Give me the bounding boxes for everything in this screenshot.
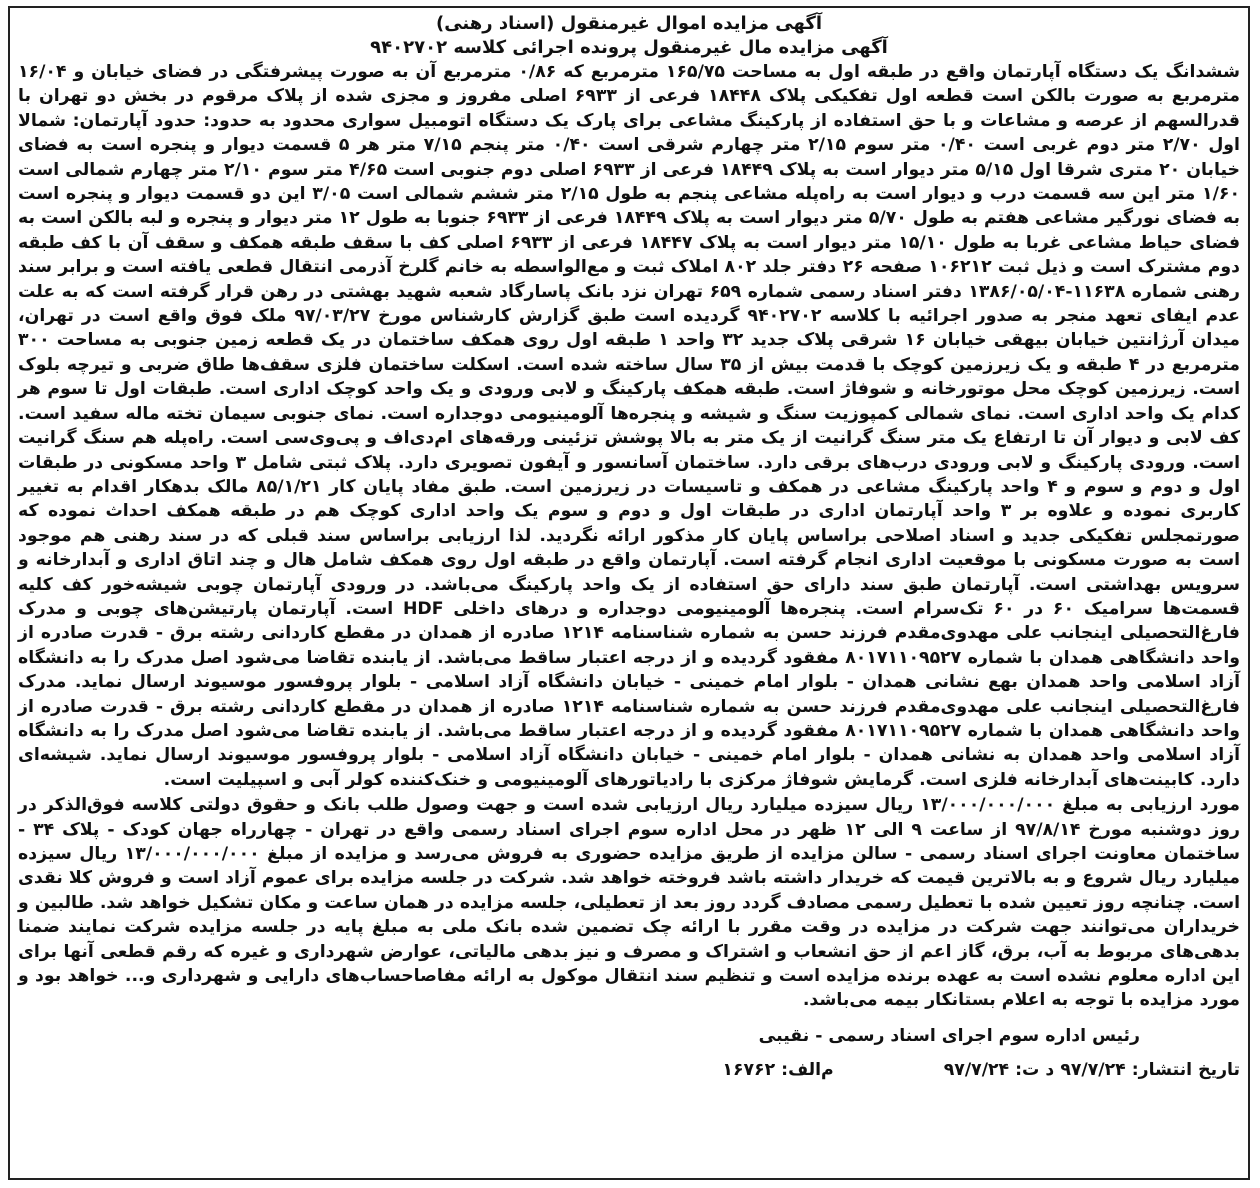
notice-frame [8,6,1250,1180]
reference-number: م‌الف: ۱۶۷۶۲ [722,1059,834,1080]
auction-terms-paragraph: مورد ارزیابی به مبلغ ۱۳/۰۰۰/۰۰۰/۰۰۰ ریال سیزده میلیارد ریال ارزیابی شده است و جهت وصول طلب بانک و حقوق دولتی کلاسه فوق‌الذکر در روز دوشنبه مورخ ۹۷/۸/۱۴ از ساعت ۹ الی ۱۲ ظهر در محل اداره سوم اجرای اسناد رسمی واقع در تهران - چهارراه جهان کودک - پلاک ۳۴ - ساختمان معاونت اجرای اسناد رسمی - سالن مزایده از طریق مزایده حضوری به فروش می‌رسد و مزایده از مبلغ ۱۳/۰۰۰/۰۰۰/۰۰۰ ریال سیزده میلیارد ریال شروع و به بالاترین قیمت که خریدار داشته باشد فروخته خواهد شد. شرکت در جلسه مزایده برای عموم آزاد است و فروش کلا نقدی است. چنانچه روز تعیین شده با تعطیل رسمی مصادف گردد روز بعد از تعطیلی، جلسه مزایده در همان ساعت و مکان تشکیل خواهد شد. طالبین و خریداران می‌توانند جهت شرکت در مزایده در وقت مقرر با ارائه چک تضمین شده بانک ملی به مبلغ پایه در جلسه مزایده شرکت نمایند ضمنا بدهی‌های مربوط به آب، برق، گاز اعم از حق انشعاب و اشتراک و مصرف و نیز بدهی مالیاتی، عوارض شهرداری و غیره که رقم قطعی آنها برای این اداره معلوم نشده است به عهده برنده مزایده است و تنظیم سند انتقال موکول به ارائه مفاصاحساب‌های دارایی و شهرداری و... خواهد بود و مورد مزایده با توجه به اعلام بستانکار بیمه می‌باشد. [18,795,1240,1011]
signature-line: رئیس اداره سوم اجرای اسناد رسمی - نقیبی [758,1025,1140,1046]
notice-footer [18,1057,1240,1083]
notice-subtitle: آگهی مزایده مال غیرمنقول پرونده اجرائی کلاسه ۹۴۰۲۷۰۲ [370,37,888,58]
notice-title: آگهی مزایده اموال غیرمنقول (اسناد رهنی) [435,13,822,34]
property-description-paragraph: ششدانگ یک دستگاه آپارتمان واقع در طبقه اول به مساحت ۱۶۵/۷۵ مترمربع که ۰/۸۶ مترمربع آن به صورت پیشرفتگی در فضای خیابان و ۱۶/۰۴ مترمربع به صورت بالکن است قطعه اول تفکیکی پلاک ۱۸۴۴۸ فرعی از ۶۹۳۳ اصلی مفروز و مجزی شده از پلاک مرقوم در بخش دو تهران با قدرالسهم از عرصه و مشاعات و با حق استفاده از پارکینگ مشاعی برای پارک یک دستگاه اتومبیل سواری محدود به حدود: حدود آپارتمان: شمالا اول ۲/۷۰ متر دوم غربی است ۰/۴۰ متر سوم ۲/۱۵ متر چهارم شرقی است ۰/۴۰ متر پنجم ۷/۱۵ متر هر ۵ قسمت دیوار و پنجره است به فضای خیابان ۲۰ متری شرقا اول ۵/۱۵ متر دیوار است به پلاک ۱۸۴۴۹ فرعی از ۶۹۳۳ اصلی دوم جنوبی است ۴/۶۵ متر سوم ۲/۱۰ متر چهارم شمالی است ۱/۶۰ متر این سه قسمت درب و دیوار است به راه‌پله مشاعی پنجم به طول ۲/۱۵ متر ششم شمالی است ۳/۰۵ این دو قسمت دیوار و پنجره است به فضای نورگیر مشاعی هفتم به طول ۵/۷۰ متر دیوار است به پلاک ۱۸۴۴۹ فرعی از ۶۹۳۳ جنوبا به طول ۱۲ متر دیوار و پنجره و لبه بالکن است به فضای حیاط مشاعی غربا به طول ۱۵/۱۰ متر دیوار است به پلاک ۱۸۴۴۷ فرعی از ۶۹۳۳ اصلی کف با سقف طبقه همکف و سقف آن با کف طبقه دوم مشترک است و ذیل ثبت ۱۰۶۲۱۲ صفحه ۲۶ دفتر جلد ۸۰۲ املاک ثبت و مع‌الواسطه به خانم گلرخ آذرمی انتقال قطعی یافته است و برابر سند رهنی شماره ۱۱۶۳۸-۱۳۸۶/۰۵/۰۴ دفتر اسناد رسمی شماره ۶۵۹ تهران نزد بانک پاسارگاد شعبه شهید بهشتی در رهن قرار گرفته است که به علت عدم ایفای تعهد منجر به صدور اجرائیه با کلاسه ۹۴۰۲۷۰۲ گردیده است طبق گزارش کارشناس مورخ ۹۷/۰۳/۲۷ ملک فوق واقع است در تهران، میدان آرژانتین خیابان بیهقی خیابان ۱۶ شرقی پلاک جدید ۳۲ واحد ۱ طبقه اول روی همکف ساختمان در یک قطعه زمین جنوبی به مساحت ۳۰۰ مترمربع در ۴ طبقه و یک زیرزمین کوچک با قدمت بیش از ۳۵ سال ساخته شده است. اسکلت ساختمان فلزی سقف‌ها طاق ضربی و تیرچه بلوک است. زیرزمین کوچک محل موتورخانه و شوفاژ است. طبقه همکف پارکینگ و لابی ورودی و یک واحد کوچک اداری است. طبقات اول تا سوم هر کدام یک واحد اداری است. نمای شمالی کمپوزیت سنگ و شیشه و پنجره‌ها آلومینیومی دوجداره است. نمای جنوبی سیمان تخته ماله سفید است. کف لابی و دیوار آن تا ارتفاع یک متر سنگ گرانیت از یک متر به بالا پوشش تزئینی ورقه‌های ام‌دی‌اف و پی‌وی‌سی است. راه‌پله هم سنگ گرانیت است. ورودی پارکینگ و لابی ورودی درب‌های برقی دارد. ساختمان آسانسور و آیفون تصویری دارد. پلاک ثبتی شامل ۳ واحد مسکونی در طبقات اول و دوم و سوم و ۴ واحد پارکینگ مشاعی در همکف و تاسیسات در زیرزمین است. طبق مفاد پایان کار ۸۵/۱/۲۱ مالک بدهکار اقدام به تغییر کاربری نموده و علاوه بر ۳ واحد آپارتمان اداری در طبقات اول و دوم و سوم یک واحد اداری کوچک هم در طبقه همکف احداث نموده که صورتمجلس تفکیکی جدید و اسناد اصلاحی براساس پایان کار مذکور ارائه نگردید. لذا ارزیابی براساس سند قبلی که در سند رهنی هم موجود است به صورت مسکونی با موقعیت اداری انجام گرفته است. آپارتمان واقع در طبقه اول روی همکف شامل هال و چند اتاق اداری و آبدارخانه و سرویس بهداشتی است. آپارتمان طبق سند دارای حق استفاده از یک واحد پارکینگ می‌باشد. در ورودی آپارتمان چوبی شیشه‌خور کف کلیه قسمت‌ها سرامیک ۶۰ در ۶۰ تک‌سرام است. پنجره‌ها آلومینیومی دوجداره و درهای داخلی HDF است. آپارتمان پارتیشن‌های چوبی و مدرک فارغ‌التحصیلی اینجانب علی مهدوی‌مقدم فرزند حسن به شماره شناسنامه ۱۲۱۴ صادره از همدان در مقطع کاردانی رشته برق - قدرت صادره از واحد دانشگاهی همدان با شماره ۸۰۱۷۱۱۰۹۵۲۷ مفقود گردیده و از درجه اعتبار ساقط می‌باشد. از یابنده تقاضا می‌شود اصل مدرک را به دانشگاه آزاد اسلامی واحد همدان بهع نشانی همدان - بلوار امام خمینی - خیابان دانشگاه آزاد اسلامی - بلوار پروفسور موسیوند ارسال نماید. مدرک فارغ‌التحصیلی اینجانب علی مهدوی‌مقدم فرزند حسن به شماره شناسنامه ۱۲۱۴ صادره از همدان در مقطع کاردانی رشته برق - قدرت صادره از واحد دانشگاهی همدان با شماره ۸۰۱۷۱۱۰۹۵۲۷ مفقود گردیده و از درجه اعتبار ساقط می‌باشد. از یابنده تقاضا می‌شود اصل مدرک را به دانشگاه آزاد اسلامی واحد همدان به نشانی همدان - بلوار امام خمینی - خیابان دانشگاه آزاد اسلامی - بلوار پروفسور موسیوند ارسال نماید. شیشه‌ای دارد. کابینت‌های آبدارخانه فلزی است. گرمایش شوفاژ مرکزی با رادیاتورهای آلومینیومی و خنک‌کننده کولر آبی و اسپیلیت است. [18,62,1241,790]
publish-date: تاریخ انتشار: ۹۷/۷/۲۴ د ت: ۹۷/۷/۲۴ [943,1059,1240,1080]
